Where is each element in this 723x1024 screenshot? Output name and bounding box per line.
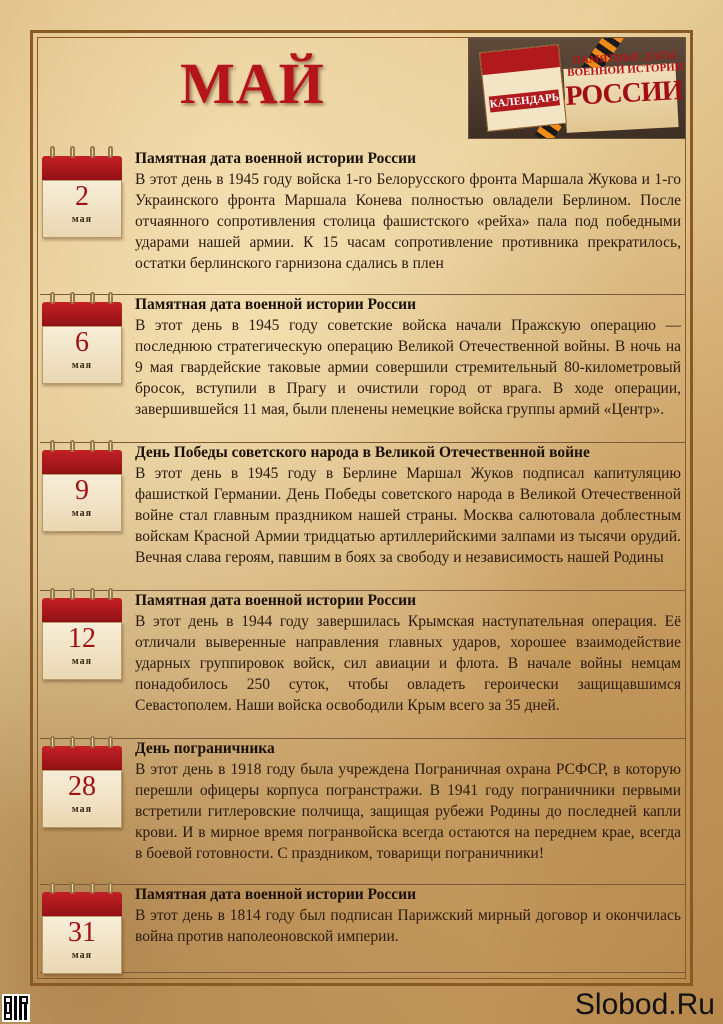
site-watermark: Slobod.Ru bbox=[574, 988, 715, 1021]
event-description: В этот день в 1945 году войска 1-го Белорусского фронта Маршала Жукова и 1-го Украинского фронта Маршала Конева полностью овладели Берлином. После отчаянного сопротивления столица фашистского «рейха» пала под победными ударами нашей армии. К 15 часам сопротивление противника прекратилось, остатки берлинского гарнизона сдались в плен bbox=[135, 171, 681, 272]
event-item bbox=[40, 884, 685, 973]
event-title: Памятная дата военной истории России bbox=[135, 296, 417, 313]
event-item bbox=[40, 148, 685, 295]
qr-code-icon bbox=[2, 994, 30, 1022]
event-day: 12 bbox=[68, 623, 96, 654]
event-description: В этот день в 1945 году в Берлине Маршал Жуков подписал капитуляцию фашисткой Германии. День Победы советского народа в Великой Отечественной войне стал главным праздником нашей страны. Москва салютовала доблестным войскам Красной Армии тридцатью артиллерийскими залпами из тысячи орудий. Вечная слава героям, павшим в боях за свободу и независимость нашей Родины bbox=[135, 465, 681, 566]
event-title: День Победы советского народа в Великой Отечественной войне bbox=[135, 444, 590, 461]
event-description: В этот день в 1944 году завершилась Крымская наступательная операция. Её отличали выверенные направления главных ударов, хорошее взаимодействие ударных группировок войск, сил авиации и флота. В начале войны немцам понадобилось 250 суток, чтобы овладеть героически защищавшимся Севастополем. Наши войска освободили Крым всего за 35 дней. bbox=[135, 613, 681, 714]
calendar-page-icon bbox=[42, 150, 122, 240]
event-day: 9 bbox=[75, 475, 89, 506]
calendar-badge bbox=[468, 37, 686, 139]
event-day: 28 bbox=[68, 771, 96, 802]
event-title: Памятная дата военной истории России bbox=[135, 592, 417, 609]
page-title: МАЙ bbox=[180, 51, 325, 116]
badge-subtitle: ПАМЯТНЫЕ ДАТЫ ВОЕННОЙ ИСТОРИИ bbox=[566, 49, 684, 80]
calendar-page-icon bbox=[42, 444, 122, 534]
event-month: мая bbox=[71, 656, 93, 667]
event-item bbox=[40, 294, 685, 443]
calendar-page-icon bbox=[42, 296, 122, 386]
calendar-page-icon bbox=[42, 592, 122, 682]
event-day: 6 bbox=[75, 327, 89, 358]
event-item bbox=[40, 590, 685, 739]
event-title: День пограничника bbox=[135, 740, 275, 757]
event-item bbox=[40, 442, 685, 591]
event-day: 31 bbox=[68, 917, 96, 948]
badge-calendar-icon bbox=[479, 44, 567, 132]
event-item bbox=[40, 738, 685, 885]
calendar-page-icon bbox=[42, 886, 122, 976]
event-month: мая bbox=[71, 214, 93, 225]
calendar-page-icon bbox=[42, 740, 122, 830]
badge-title: РОССИИ bbox=[564, 74, 684, 113]
event-month: мая bbox=[71, 950, 93, 961]
event-title: Памятная дата военной истории России bbox=[135, 886, 417, 903]
event-description: В этот день в 1945 году советские войска начали Пражскую операцию — последнюю стратегическую операцию Великой Отечественной войны. В ночь на 9 мая гвардейские таковые армии совершили стремительный 80-километровый бросок, вступили в Прагу и очистили город от врага. В ходе операции, завершившейся 11 мая, были пленены немецкие войска группы армий «Центр». bbox=[135, 317, 681, 418]
event-day: 2 bbox=[75, 181, 89, 212]
event-month: мая bbox=[71, 360, 93, 371]
event-description: В этот день в 1814 году был подписан Парижский мирный договор и окончилась война против наполеоновской империи. bbox=[135, 907, 681, 945]
event-month: мая bbox=[71, 804, 93, 815]
event-description: В этот день в 1918 году была учреждена Пограничная охрана РСФСР, в которую перешли офицеры корпуса погранстражи. В 1941 году пограничники первыми встретили гитлеровские полчища, защищая рубежи Родины до последней капли крови. И в мирное время погранвойска всегда остаются на переднем крае, всегда в боевой готовности. С праздником, товарищи пограничники! bbox=[135, 761, 681, 862]
event-title: Памятная дата военной истории России bbox=[135, 150, 417, 167]
event-month: мая bbox=[71, 508, 93, 519]
badge-calendar-label: КАЛЕНДАРЬ bbox=[489, 89, 560, 112]
